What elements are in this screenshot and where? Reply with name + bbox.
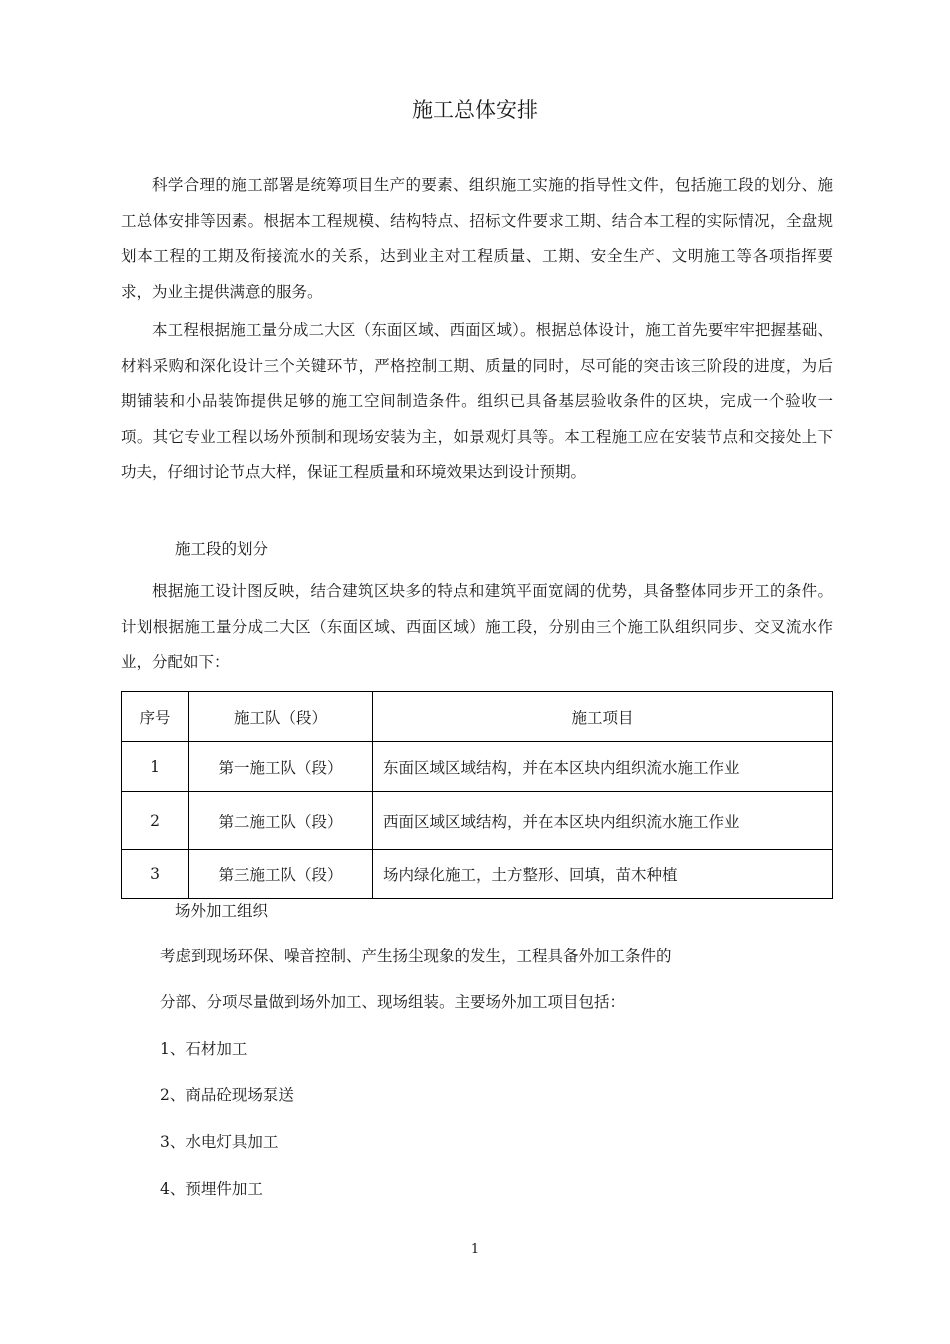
header-no: 序号: [122, 692, 189, 742]
team-allocation-table: [121, 691, 833, 899]
overview-paragraph: 本工程根据施工量分成二大区（东面区域、西面区域）。根据总体设计，施工首先要牢牢把握基础、材料采购和深化设计三个关键环节，严格控制工期、质量的同时，尽可能的突击该三阶段的进度，为后期铺装和小品装饰提供足够的施工空间制造条件。组织已具备基层验收条件的区块，完成一个验收一项。其它专业工程以场外预制和现场安装为主，如景观灯具等。本工程施工应在安装节点和交接处上下功夫，仔细讨论节点大样，保证工程质量和环境效果达到设计预期。: [121, 321, 833, 481]
division-paragraph: 根据施工设计图反映，结合建筑区块多的特点和建筑平面宽阔的优势，具备整体同步开工的条件。计划根据施工量分成二大区（东面区域、西面区域）施工段，分别由三个施工队组织同步、交叉流水作业，分配如下：: [121, 582, 833, 671]
table-row: [122, 850, 833, 899]
table-row: [122, 742, 833, 792]
page-number: 1: [470, 1242, 480, 1257]
offsite-text-line-1: 考虑到现场环保、噪音控制、产生扬尘现象的发生，工程具备外加工条件的: [160, 947, 672, 965]
list-item: 2、商品砼现场泵送: [160, 1086, 294, 1104]
row-no: 3: [122, 850, 189, 899]
table-header-row: [122, 692, 833, 742]
row-team: 第二施工队（段）: [189, 792, 373, 850]
page-title: 施工总体安排: [412, 98, 538, 122]
header-item: 施工项目: [373, 692, 833, 742]
list-item: 3、水电灯具加工: [160, 1133, 279, 1151]
section-heading-division: 施工段的划分: [175, 540, 269, 558]
list-item: 1、石材加工: [160, 1040, 248, 1058]
offsite-text-line-2: 分部、分项尽量做到场外加工、现场组装。主要场外加工项目包括：: [160, 993, 626, 1011]
row-item: 东面区域区域结构，并在本区块内组织流水施工作业: [373, 742, 833, 792]
table-row: [122, 792, 833, 850]
row-no: 2: [122, 792, 189, 850]
intro-paragraph: 科学合理的施工部署是统筹项目生产的要素、组织施工实施的指导性文件，包括施工段的划分、施工总体安排等因素。根据本工程规模、结构特点、招标文件要求工期、结合本工程的实际情况，全盘规划本工程的工期及衔接流水的关系，达到业主对工程质量、工期、安全生产、文明施工等各项指挥要求，为业主提供满意的服务。: [121, 176, 833, 301]
row-team: 第一施工队（段）: [189, 742, 373, 792]
row-team: 第三施工队（段）: [189, 850, 373, 899]
header-team: 施工队（段）: [189, 692, 373, 742]
row-item: 场内绿化施工，土方整形、回填，苗木种植: [373, 850, 833, 899]
row-item: 西面区域区域结构，并在本区块内组织流水施工作业: [373, 792, 833, 850]
row-no: 1: [122, 742, 189, 792]
section-heading-offsite: 场外加工组织: [175, 902, 269, 920]
list-item: 4、预埋件加工: [160, 1180, 263, 1198]
